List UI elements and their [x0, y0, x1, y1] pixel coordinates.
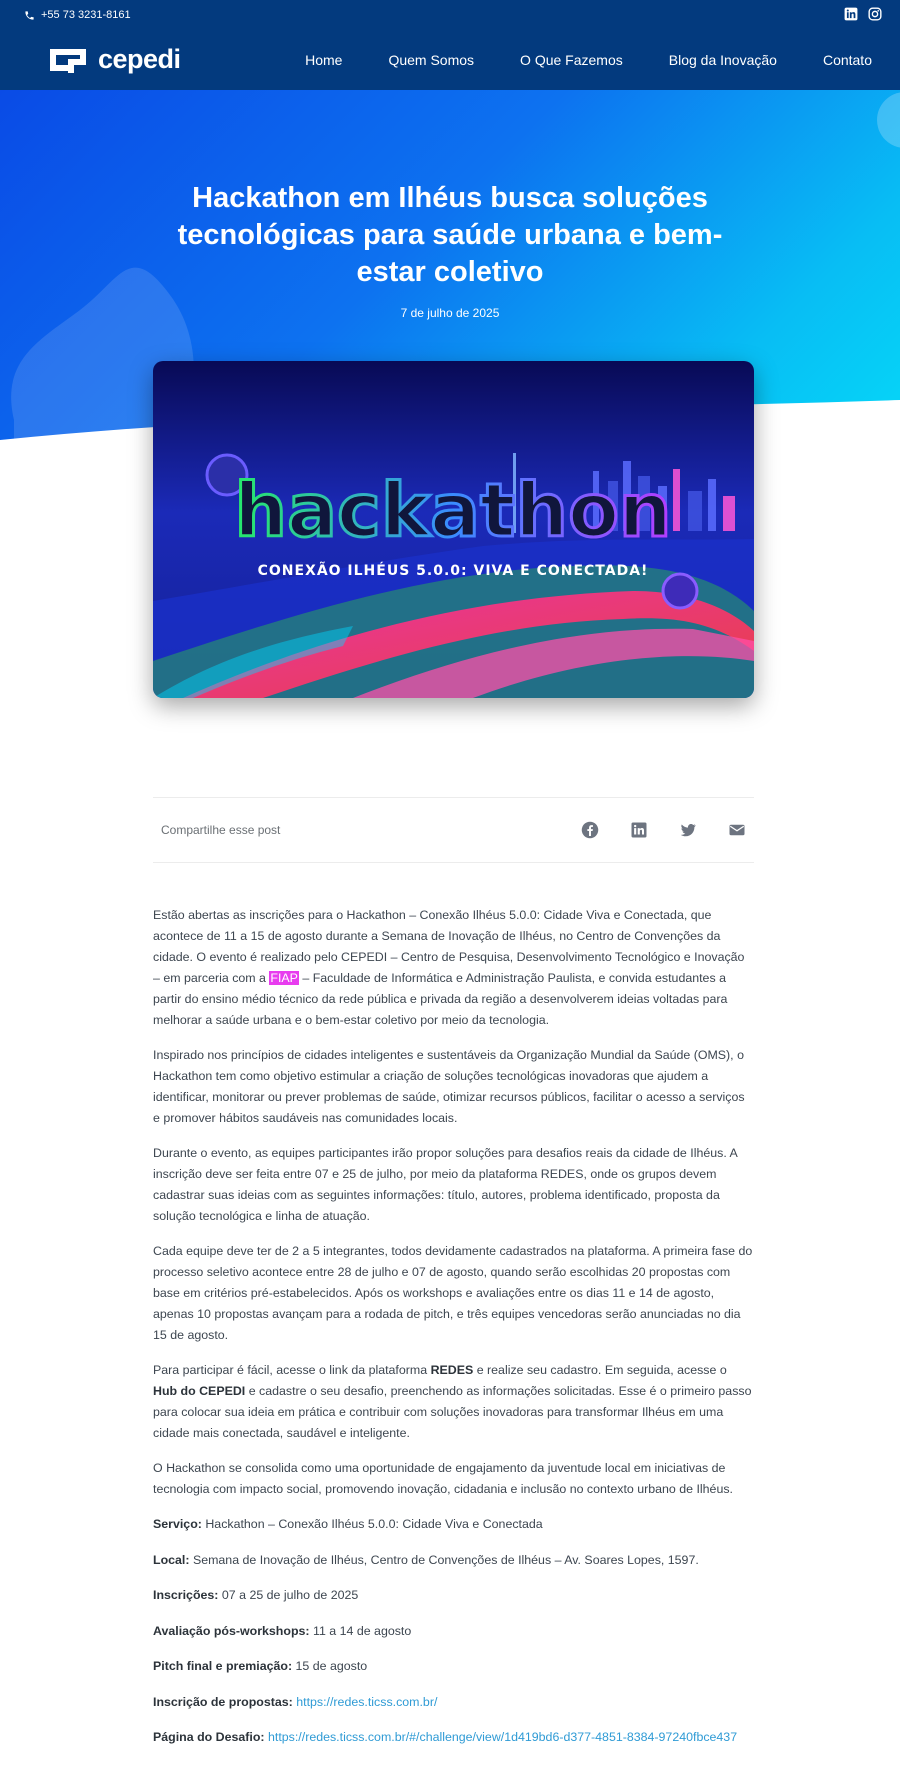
challenge-link[interactable]: https://redes.ticss.com.br/#/challenge/view/1d419bd6-d377-4851-8384-97240fbce437 [268, 1730, 738, 1744]
nav-blog-da-inovacao[interactable]: Blog da Inovação [668, 52, 777, 68]
phone-icon [24, 10, 35, 21]
banner-subtitle: CONEXÃO ILHÉUS 5.0.0: VIVA E CONECTADA! [257, 563, 649, 579]
page-title: Hackathon em Ilhéus busca soluções tecnológicas para saúde urbana e bem-estar coletivo [177, 182, 723, 288]
twitter-icon[interactable] [679, 821, 697, 839]
article-paragraph-4: Cada equipe deve ter de 2 a 5 integrantes, todos devidamente cadastrados na plataforma. A primeira fase do processo seletivo acontece entre 28 de julho e 07 de agosto, quando serão escolhidas 20 propostas com base em critérios pré-estabelecidos. Após os workshops e avaliações entre os dias 11 e 14 de agosto, apenas 10 propostas avançam para a rodada de pitch, e três equipes vencedoras serão anunciadas no dia 15 de agosto. [153, 1244, 753, 1342]
social-links [844, 7, 882, 21]
phone-contact[interactable] [24, 9, 131, 21]
hackathon-banner-graphic [153, 361, 754, 698]
share-label: Compartilhe esse post [161, 823, 281, 837]
nav-quem-somos[interactable]: Quem Somos [388, 52, 475, 68]
cepedi-logo[interactable] [46, 44, 181, 75]
top-bar [0, 0, 900, 30]
nav-o-que-fazemos[interactable]: O Que Fazemos [520, 52, 623, 68]
redes-link[interactable]: https://redes.ticss.com.br/ [296, 1694, 438, 1709]
info-pagina-desafio: Página do Desafio: https://redes.ticss.com.br/#/challenge/view/1d419bd6-d377-4851-8384-97240fbce437 [153, 1730, 738, 1744]
article-paragraph-5: Para participar é fácil, acesse o link da plataforma REDES e realize seu cadastro. Em seguida, acesse o Hub do CEPEDI e cadastre o seu desafio, preenchendo as informações solicitadas. Esse é o primeiro passo para colocar sua ideia em prática e contribuir com soluções inovadoras para transformar Ilhéus em uma cidade mais conectada, saudável e inteligente. [153, 1363, 752, 1440]
info-inscricao-propostas: Inscrição de propostas: https://redes.ticss.com.br/ [153, 1694, 438, 1709]
highlight-fiap: FIAP [270, 971, 298, 985]
logo-text: cepedi [98, 44, 181, 74]
logo-mark-icon [46, 45, 90, 75]
linkedin-icon[interactable] [844, 7, 858, 21]
featured-image [153, 361, 754, 698]
info-servico: Serviço: Hackathon – Conexão Ilhéus 5.0.0: Cidade Viva e Conectada [153, 1517, 543, 1531]
facebook-icon[interactable] [581, 821, 599, 839]
article-paragraph-6: O Hackathon se consolida como uma oportunidade de engajamento da juventude local em iniciativas de tecnologia com impacto social, promovendo inovação, cidadania e inclusão no contexto urbano de Ilhéus. [153, 1461, 733, 1496]
nav-contato[interactable]: Contato [822, 52, 872, 68]
info-inscricoes: Inscrições: 07 a 25 de julho de 2025 [153, 1588, 359, 1602]
info-avaliacao: Avaliação pós-workshops: 11 a 14 de agosto [153, 1623, 412, 1638]
nav-home[interactable]: Home [305, 52, 343, 68]
instagram-icon[interactable] [868, 7, 882, 21]
banner-headline: hackathon [234, 468, 672, 554]
info-pitch: Pitch final e premiação: 15 de agosto [153, 1659, 368, 1673]
article-paragraph-2: Inspirado nos princípios de cidades inteligentes e sustentáveis da Organização Mundial da Saúde (OMS), o Hackathon tem como objetivo estimular a criação de soluções tecnológicas inovadoras que ajudem a identificar, monitorar ou prever problemas de saúde, otimizar recursos públicos, facilitar o acesso a serviços e promover hábitos saudáveis nas comunidades locais. [153, 1048, 745, 1125]
redes-bold: REDES [430, 1363, 474, 1377]
article-body [153, 905, 754, 1763]
phone-number: +55 73 3231-8161 [41, 9, 131, 21]
share-buttons [581, 821, 746, 839]
email-icon[interactable] [728, 821, 746, 839]
post-date: 7 de julho de 2025 [400, 306, 500, 320]
info-local: Local: Semana de Inovação de Ilhéus, Centro de Convenções de Ilhéus – Av. Soares Lopes, 1597. [153, 1552, 699, 1567]
share-bar [153, 797, 754, 863]
main-nav [305, 52, 872, 68]
article-paragraph-3: Durante o evento, as equipes participantes irão propor soluções para desafios reais da cidade de Ilhéus. A inscrição deve ser feita entre 07 e 25 de julho, por meio da plataforma REDES, onde os grupos devem cadastrar suas ideias com as seguintes informações: título, autores, problema identificado, proposta da solução tecnológica e linha de atuação. [153, 1146, 738, 1223]
main-header [0, 30, 900, 90]
hub-cepedi-bold: Hub do CEPEDI [153, 1384, 246, 1398]
article-paragraph-1: Estão abertas as inscrições para o Hackathon – Conexão Ilhéus 5.0.0: Cidade Viva e Conectada, que acontece de 11 a 15 de agosto durante a Semana de Inovação de Ilhéus, no Centro de Convenções da cidade. O evento é realizado pelo CEPEDI – Centro de Pesquisa, Desenvolvimento Tecnológico e Inovação – em parceria com a FIAP – Faculdade de Informática e Administração Paulista, e convida estudantes a partir do ensino médio técnico da rede pública e privada da região a desenvolverem ideias voltadas para melhorar a saúde urbana e o bem-estar coletivo por meio da tecnologia. [153, 908, 745, 1027]
linkedin-share-icon[interactable] [630, 821, 648, 839]
